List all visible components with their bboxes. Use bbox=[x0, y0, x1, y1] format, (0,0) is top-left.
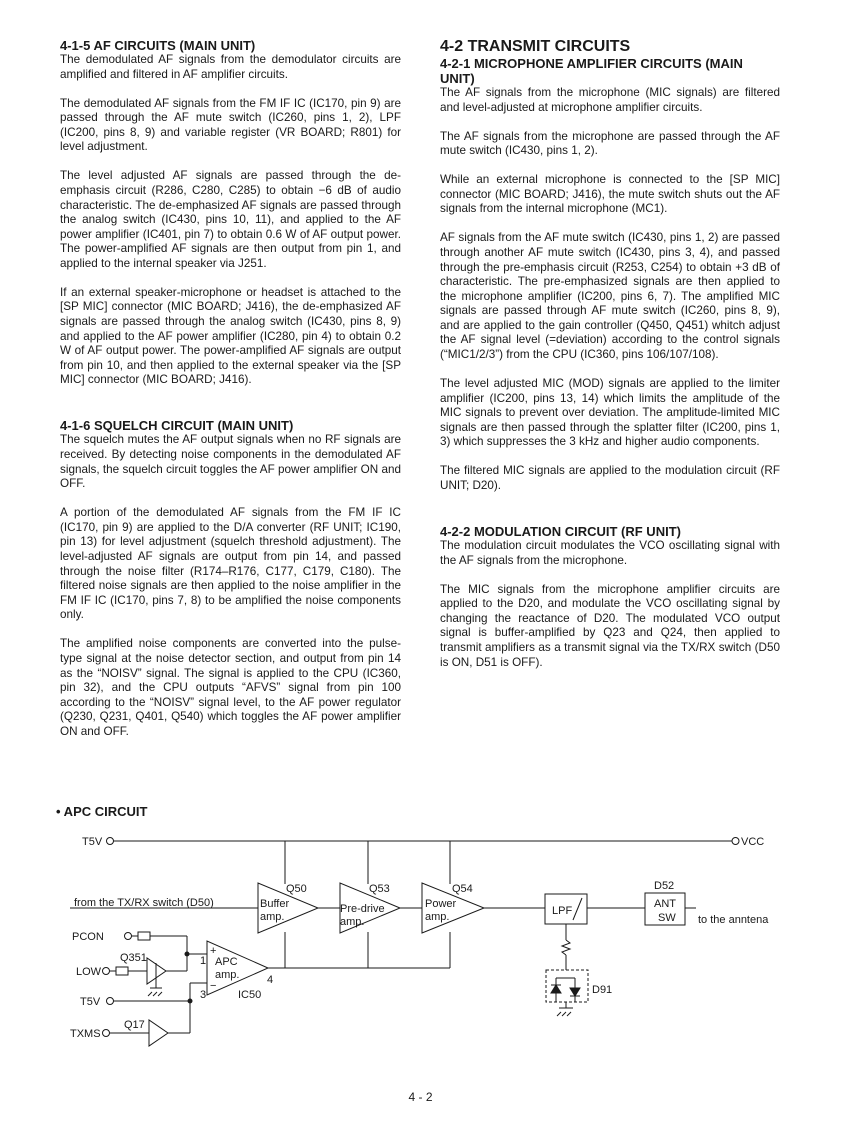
paragraph: The level adjusted MIC (MOD) signals are applied to the limiter amplifier (IC200, pins 13, 14) which limits the amplitude of the MIC signals to prevent over deviation. The amplitude-limited MIC signals are then passed through the splatter filter (IC200, pins 1, 3) which suppresses the 3 kHz and higher audio components. bbox=[440, 377, 780, 449]
right-column bbox=[440, 38, 780, 685]
paragraph: The AF signals from the microphone (MIC signals) are filtered and level-adjusted at microphone amplifier circuits. bbox=[440, 86, 780, 114]
apc-circuit-diagram bbox=[60, 828, 780, 1058]
left-column bbox=[60, 38, 401, 754]
label-t5v-low: T5V bbox=[80, 996, 101, 1008]
section-heading-modulation-circuit: 4-2-2 MODULATION CIRCUIT (RF UNIT) bbox=[440, 524, 681, 539]
label-t5v-top: T5V bbox=[82, 836, 103, 848]
paragraph: While an external microphone is connected to the [SP MIC] connector (MIC BOARD; J416), the mute switch shuts out the AF signals from the internal microphone (MC1). bbox=[440, 173, 780, 216]
paragraph: A portion of the demodulated AF signals from the FM IF IC (IC170, pin 9) are applied to the D/A converter (RF UNIT; IC190, pin 13) for level adjustment (squelch threshold adjustment). The level-adjusted AF signals are output from pin 14, and passed through the noise filter (R174–R176, C177, C179, C180). The filtered noise signals are then applied to the noise amplifier in the FM IF IC (IC170, pins 7, 8) to be amplified the noise components only. bbox=[60, 506, 401, 622]
label-q50: Q50 bbox=[286, 883, 307, 895]
label-power-amp-line1: Power bbox=[425, 898, 457, 910]
label-d52: D52 bbox=[654, 880, 675, 892]
label-predrive-amp-line2: amp. bbox=[340, 916, 365, 928]
section-heading-af-circuits: 4-1-5 AF CIRCUITS (MAIN UNIT) bbox=[60, 38, 256, 53]
section-heading-squelch-circuit: 4-1-6 SQUELCH CIRCUIT (MAIN UNIT) bbox=[60, 418, 294, 434]
paragraph: If an external speaker-microphone or headset is attached to the [SP MIC] connector (MIC BOARD; J416), the de-emphasized AF signals are passed through the analog switch (IC430, pins 8, 9) and applied to the AF power amplifier (IC280, pin 4) to obtain 0.2 W of AF output power. The power-amplified AF signals are output from pin 10, and then applied to the external speaker via the [SP MIC] connector (MIC BOARD; J416). bbox=[60, 285, 401, 387]
paragraph: The MIC signals from the microphone amplifier circuits are applied to the D20, and modulate the VCO oscillating signal by changing the reactance of D20. The modulated VCO output signal is buffer-amplified by Q23 and Q24, then applied to transmit amplifiers as a transmit signal via the TX/RX switch (D50 is ON, D51 is OFF). bbox=[440, 582, 780, 669]
label-vcc: VCC bbox=[741, 836, 765, 848]
paragraph: The squelch mutes the AF output signals when no RF signals are received. By detecting noise components in the demodulated AF signals, the squelch circuit toggles the AF power amplifier ON and OFF. bbox=[60, 433, 401, 491]
label-q351: Q351 bbox=[120, 952, 147, 964]
label-q54: Q54 bbox=[452, 883, 473, 895]
label-pin-4: 4 bbox=[267, 974, 274, 986]
paragraph: The level adjusted AF signals are passed through the de-emphasis circuit (R286, C280, C285) to obtain −6 dB of audio characteristic. The de-emphasized AF signals are passed through the analog switch (IC430, pins 10, 11), and applied to the AF power amplifier (IC401, pin 7) to obtain 0.6 W of AF output power. The power-amplified AF signals are then output from pin 1, and applied to the internal speaker via J251. bbox=[60, 169, 401, 270]
label-buffer-amp-line2: amp. bbox=[260, 911, 285, 923]
label-low: LOW bbox=[76, 966, 102, 978]
label-minus-input: − bbox=[210, 980, 217, 992]
label-apc-amp-line1: APC bbox=[215, 956, 238, 968]
label-q17: Q17 bbox=[124, 1019, 145, 1031]
page-number: 4 - 2 bbox=[408, 1090, 433, 1104]
label-from-txrx-switch: from the TX/RX switch (D50) bbox=[74, 897, 214, 909]
paragraph: AF signals from the AF mute switch (IC430, pins 1, 2) are passed through another AF mute switch (IC430, pins 3, 4), and passed through the pre-emphasis circuit (R253, C254) to obtain +3 dB of characteristic. The pre-emphasized signals are then applied to the microphone amplifier (IC200, pins 6, 7). The amplified MIC signals are passed through AF mute switch (IC260, pins 8, 9), and are applied to the gain controller (Q450, Q451) whitch adjust the AF signal level (=deviation) according to the control signals (“MIC1/2/3”) from the CPU (IC360, pins 106/107/108). bbox=[440, 231, 780, 362]
label-pin-1: 1 bbox=[200, 955, 207, 967]
section-gap bbox=[440, 508, 780, 524]
paragraph: The filtered MIC signals are applied to the modulation circuit (RF UNIT; D20). bbox=[440, 464, 780, 493]
section-gap bbox=[60, 402, 401, 418]
label-apc-amp-line2: amp. bbox=[215, 969, 240, 981]
label-power-amp-line2: amp. bbox=[425, 911, 450, 923]
label-txms: TXMS bbox=[70, 1028, 101, 1040]
section-heading-mic-amplifier: 4-2-1 MICROPHONE AMPLIFIER CIRCUITS (MAIN UNIT) bbox=[440, 56, 743, 86]
paragraph: The modulation circuit modulates the VCO oscillating signal with the AF signals from the microphone. bbox=[440, 539, 780, 567]
label-to-antenna: to the anntena bbox=[698, 914, 769, 926]
label-pcon: PCON bbox=[72, 931, 104, 943]
paragraph: The AF signals from the microphone are passed through the AF mute switch (IC430, pins 1, 2). bbox=[440, 129, 780, 158]
label-q53: Q53 bbox=[369, 883, 390, 895]
label-buffer-amp-line1: Buffer bbox=[260, 898, 290, 910]
label-lpf: LPF bbox=[552, 905, 573, 917]
label-ant-sw-line2: SW bbox=[658, 912, 676, 924]
label-pin-3: 3 bbox=[200, 989, 207, 1001]
label-ic50: IC50 bbox=[238, 989, 262, 1001]
chapter-title-transmit-circuits: 4-2 TRANSMIT CIRCUITS bbox=[440, 38, 631, 55]
label-plus-input: + bbox=[210, 945, 217, 957]
diagram-title: • APC CIRCUIT bbox=[56, 804, 148, 819]
label-predrive-amp-line1: Pre-drive bbox=[340, 903, 385, 915]
paragraph: The demodulated AF signals from the demodulator circuits are amplified and filtered in AF amplifier circuits. bbox=[60, 53, 401, 81]
paragraph: The amplified noise components are converted into the pulse-type signal at the noise detector section, and output from pin 14 as the “NOISV” signal. The signal is applied to the CPU (IC360, pin 32), and the CPU outputs “AFVS” signal from pin 100 according to the “NOISV” signal level, to the AF power regulator (Q230, Q231, Q401, Q540) which toggles the AF power amplifier ON and OFF. bbox=[60, 637, 401, 738]
paragraph: The demodulated AF signals from the FM IF IC (IC170, pin 9) are passed through the AF mute switch (IC260, pins 1, 2), LPF (IC200, pins 8, 9) and variable register (VR BOARD; R801) for level adjustment. bbox=[60, 96, 401, 154]
label-ant-sw-line1: ANT bbox=[654, 898, 676, 910]
label-d91: D91 bbox=[592, 984, 613, 996]
